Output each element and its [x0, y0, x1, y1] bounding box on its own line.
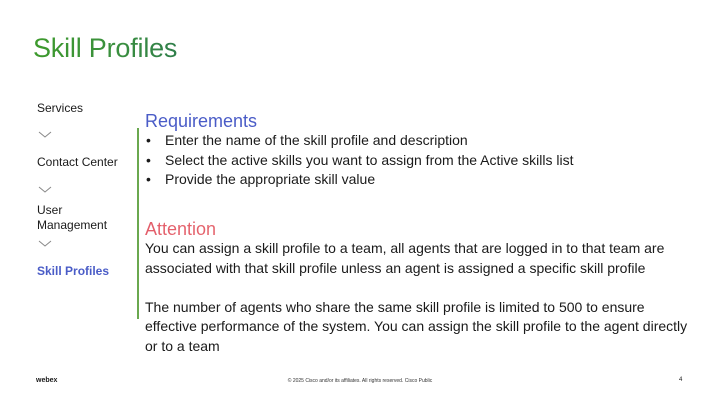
chevron-down-icon: [38, 131, 52, 139]
chevron-down-icon: [38, 186, 52, 194]
chevron-down-icon: [38, 240, 52, 248]
attention-heading: Attention: [145, 219, 695, 239]
divider-line: [137, 128, 139, 319]
attention-section: [145, 219, 695, 356]
attention-paragraph: The number of agents who share the same skill profile is limited to 500 to ensure effective performance of the system. You can assign the skill profile to the agent directly or to a team: [145, 298, 688, 354]
nav-item-skill-profiles[interactable]: Skill Profiles: [37, 264, 110, 278]
list-item: • Provide the appropriate skill value: [145, 170, 574, 190]
nav-item-user-management[interactable]: User Management: [37, 203, 108, 232]
requirements-section: [145, 111, 574, 190]
page-title: Skill Profiles: [33, 33, 178, 63]
attention-paragraph: You can assign a skill profile to a team, all agents that are logged in to that team are associated with that skill profile unless an agent is assigned a specific skill profile: [145, 240, 665, 276]
nav-item-contact-center[interactable]: Contact Center: [37, 155, 118, 169]
list-item: • Enter the name of the skill profile and description: [145, 131, 574, 151]
webex-logo: webex: [36, 377, 58, 384]
copyright-text: © 2025 Cisco and/or its affiliates. All rights reserved. Cisco Public: [287, 378, 433, 384]
nav-item-services[interactable]: Services: [37, 101, 84, 115]
list-item: • Select the active skills you want to assign from the Active skills list: [145, 151, 574, 171]
page-number: 4: [679, 377, 683, 383]
requirements-heading: Requirements: [145, 111, 258, 131]
requirements-list: [145, 131, 574, 190]
